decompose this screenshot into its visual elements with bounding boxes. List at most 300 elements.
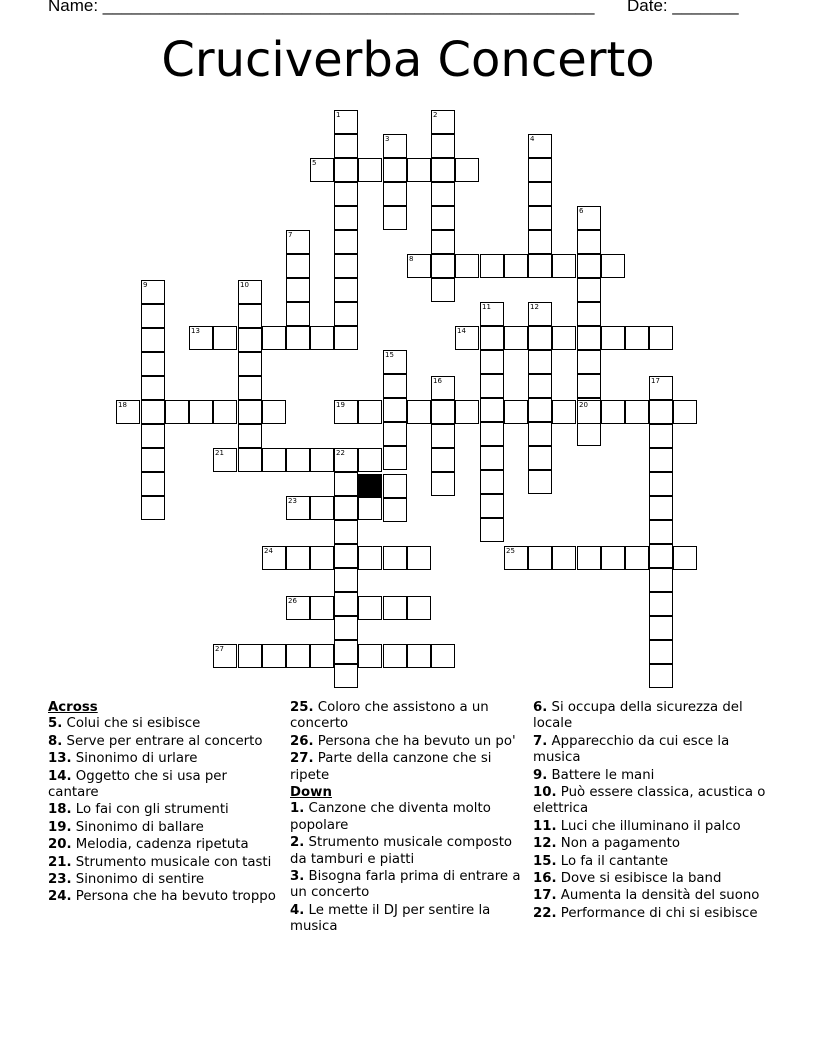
crossword-cell[interactable] (649, 616, 673, 640)
crossword-cell[interactable] (649, 568, 673, 592)
down-heading: Down (290, 785, 332, 801)
crossword-cell[interactable] (504, 254, 528, 278)
crossword-cell[interactable] (431, 472, 455, 496)
crossword-cell[interactable] (141, 352, 165, 376)
crossword-cell[interactable] (310, 326, 334, 350)
clue-number: 11. (533, 818, 557, 834)
crossword-cell[interactable] (213, 400, 237, 424)
crossword-cell[interactable] (431, 110, 455, 134)
crossword-cell[interactable] (528, 398, 552, 422)
crossword-cell[interactable] (383, 422, 407, 446)
clue-text: Persona che ha bevuto un po' (317, 733, 516, 749)
clue-item (290, 869, 522, 902)
crossword-cell[interactable] (141, 448, 165, 472)
cell-number: 27 (215, 645, 224, 653)
crossword-cell[interactable] (213, 644, 237, 668)
crossword-cell[interactable] (310, 546, 334, 570)
crossword-cell[interactable] (383, 446, 407, 470)
crossword-cell[interactable] (673, 546, 697, 570)
cell-number: 15 (385, 351, 394, 359)
crossword-cell[interactable] (334, 496, 358, 520)
crossword-cell[interactable] (141, 304, 165, 328)
crossword-cell[interactable] (358, 448, 382, 472)
clue-number: 17. (533, 888, 557, 904)
crossword-cell[interactable] (480, 326, 504, 350)
crossword-cell[interactable] (673, 400, 697, 424)
cell-number: 12 (530, 303, 539, 311)
cell-number: 7 (288, 231, 293, 239)
crossword-cell[interactable] (649, 640, 673, 664)
crossword-cell[interactable] (407, 400, 431, 424)
cell-number: 14 (457, 327, 466, 335)
crossword-cell[interactable] (358, 546, 382, 570)
crossword-cell[interactable] (116, 400, 140, 424)
clue-text: Oggetto che si usa per cantare (48, 768, 227, 801)
crossword-cell[interactable] (431, 448, 455, 472)
clue-text: Lo fa il cantante (560, 853, 669, 869)
crossword-cell[interactable] (577, 254, 601, 278)
crossword-cell[interactable] (480, 302, 504, 326)
crossword-cell[interactable] (625, 326, 649, 350)
clue-text: Battere le mani (551, 767, 655, 783)
crossword-cell[interactable] (528, 446, 552, 470)
clue-item (290, 700, 522, 733)
crossword-cell[interactable] (528, 546, 552, 570)
crossword-cell[interactable] (286, 596, 310, 620)
cell-number: 5 (312, 159, 317, 167)
crossword-cell[interactable] (577, 326, 601, 350)
crossword-cell[interactable] (577, 350, 601, 374)
crossword-cell[interactable] (480, 446, 504, 470)
crossword-cell[interactable] (649, 448, 673, 472)
crossword-black-cell (358, 474, 382, 498)
crossword-cell[interactable] (407, 158, 431, 182)
crossword-cell[interactable] (383, 206, 407, 230)
clue-item (533, 888, 768, 904)
crossword-cell[interactable] (383, 350, 407, 374)
crossword-cell[interactable] (334, 616, 358, 640)
clue-text: Non a pagamento (560, 836, 680, 852)
clue-text: Può essere classica, acustica o elettrica (533, 785, 766, 817)
cell-number: 3 (385, 135, 390, 143)
crossword-cell[interactable] (407, 596, 431, 620)
clue-item (290, 751, 522, 784)
clue-text: Aumenta la densità del suono (560, 888, 760, 904)
clue-text: Dove si esibisce la band (560, 871, 722, 887)
crossword-cell[interactable] (238, 400, 262, 424)
crossword-cell[interactable] (455, 254, 479, 278)
crossword-cell[interactable] (480, 422, 504, 446)
clue-item (48, 716, 280, 732)
crossword-cell[interactable] (649, 376, 673, 400)
clue-text: Apparecchio da cui esce la musica (533, 733, 730, 766)
clue-text: Si occupa della sicurezza del locale (533, 700, 743, 732)
crossword-cell[interactable] (334, 664, 358, 688)
clue-text: Colui che si esibisce (66, 716, 201, 732)
crossword-cell[interactable] (431, 158, 455, 182)
clue-text: Luci che illuminano il palco (560, 818, 741, 834)
clue-number: 8. (48, 733, 63, 749)
crossword-cell[interactable] (286, 644, 310, 668)
crossword-cell[interactable] (286, 326, 310, 350)
crossword-cell[interactable] (358, 596, 382, 620)
crossword-cell[interactable] (577, 206, 601, 230)
crossword-cell[interactable] (286, 448, 310, 472)
clue-text: Strumento musicale composto da tamburi e piatti (290, 835, 513, 867)
cell-number: 24 (264, 547, 273, 555)
cell-number: 8 (409, 255, 414, 263)
crossword-cell[interactable] (625, 400, 649, 424)
crossword-cell[interactable] (286, 302, 310, 326)
clue-item (290, 835, 522, 868)
clue-item (48, 802, 280, 818)
crossword-cell[interactable] (141, 376, 165, 400)
crossword-cell[interactable] (141, 424, 165, 448)
clue-number: 3. (290, 869, 305, 885)
crossword-cell[interactable] (334, 182, 358, 206)
crossword-cell[interactable] (552, 326, 576, 350)
clue-number: 22. (533, 905, 557, 921)
crossword-cell[interactable] (310, 158, 334, 182)
clue-number: 26. (290, 733, 314, 749)
clue-text: Strumento musicale con tasti (75, 854, 272, 870)
name-field-label: Name: ____________________________________________________ (48, 0, 595, 15)
crossword-cell[interactable] (407, 254, 431, 278)
across-heading: Across (48, 700, 98, 715)
clue-number: 10. (533, 785, 557, 801)
clue-item (533, 768, 768, 784)
crossword-cell[interactable] (649, 664, 673, 688)
clue-item (48, 734, 280, 750)
clue-item (48, 837, 280, 853)
clue-number: 13. (48, 751, 72, 767)
crossword-cell[interactable] (431, 644, 455, 668)
crossword-cell[interactable] (455, 158, 479, 182)
crossword-cell[interactable] (528, 374, 552, 398)
clue-number: 25. (290, 700, 314, 715)
crossword-cell[interactable] (407, 644, 431, 668)
crossword-cell[interactable] (528, 230, 552, 254)
cell-number: 25 (506, 547, 515, 555)
crossword-cell[interactable] (286, 496, 310, 520)
cell-number: 10 (240, 281, 249, 289)
crossword-cell[interactable] (334, 206, 358, 230)
crossword-cell[interactable] (334, 520, 358, 544)
clue-item (533, 871, 768, 887)
clue-number: 9. (533, 767, 548, 783)
clue-item (290, 801, 522, 834)
crossword-cell[interactable] (334, 472, 358, 496)
crossword-cell[interactable] (262, 400, 286, 424)
crossword-cell[interactable] (383, 546, 407, 570)
clue-number: 24. (48, 889, 72, 905)
clue-item (533, 836, 768, 852)
crossword-cell[interactable] (141, 472, 165, 496)
crossword-cell[interactable] (431, 278, 455, 302)
crossword-cell[interactable] (310, 644, 334, 668)
clue-text: Lo fai con gli strumenti (75, 802, 229, 818)
crossword-cell[interactable] (528, 182, 552, 206)
crossword-cell[interactable] (165, 400, 189, 424)
crossword-cell[interactable] (577, 546, 601, 570)
clue-text: Serve per entrare al concerto (66, 733, 263, 749)
cell-number: 6 (579, 207, 584, 215)
clue-number: 27. (290, 751, 314, 767)
crossword-cell[interactable] (383, 374, 407, 398)
clue-text: Melodia, cadenza ripetuta (75, 837, 249, 853)
crossword-cell[interactable] (286, 254, 310, 278)
crossword-cell[interactable] (504, 326, 528, 350)
clue-item (533, 854, 768, 870)
crossword-cell[interactable] (383, 596, 407, 620)
cell-number: 20 (579, 401, 588, 409)
crossword-cell[interactable] (334, 326, 358, 350)
crossword-cell[interactable] (528, 470, 552, 494)
clue-number: 14. (48, 768, 72, 784)
crossword-cell[interactable] (141, 328, 165, 352)
crossword-cell[interactable] (552, 546, 576, 570)
crossword-cell[interactable] (383, 182, 407, 206)
crossword-cell[interactable] (649, 472, 673, 496)
crossword-cell[interactable] (649, 424, 673, 448)
crossword-cell[interactable] (480, 374, 504, 398)
crossword-cell[interactable] (358, 644, 382, 668)
crossword-cell[interactable] (286, 230, 310, 254)
crossword-cell[interactable] (358, 158, 382, 182)
crossword-cell[interactable] (334, 302, 358, 326)
crossword-cell[interactable] (238, 328, 262, 352)
crossword-cell[interactable] (528, 422, 552, 446)
crossword-cell[interactable] (334, 278, 358, 302)
crossword-cell[interactable] (189, 326, 213, 350)
clue-text: Performance di chi si esibisce (560, 905, 758, 921)
clues-column-3 (533, 700, 768, 923)
crossword-cell[interactable] (334, 158, 358, 182)
cell-number: 17 (651, 377, 660, 385)
crossword-cell[interactable] (334, 134, 358, 158)
cell-number: 19 (336, 401, 345, 409)
clue-item (533, 700, 768, 733)
crossword-cell[interactable] (238, 304, 262, 328)
cell-number: 13 (191, 327, 200, 335)
crossword-cell[interactable] (141, 400, 165, 424)
crossword-cell[interactable] (310, 596, 334, 620)
crossword-cell[interactable] (383, 498, 407, 522)
crossword-cell[interactable] (141, 280, 165, 304)
crossword-cell[interactable] (601, 546, 625, 570)
clue-number: 7. (533, 733, 548, 749)
cell-number: 23 (288, 497, 297, 505)
crossword-cell[interactable] (262, 546, 286, 570)
clue-text: Persona che ha bevuto troppo (75, 889, 276, 905)
crossword-cell[interactable] (480, 350, 504, 374)
clue-number: 16. (533, 871, 557, 887)
crossword-cell[interactable] (577, 422, 601, 446)
crossword-cell[interactable] (552, 254, 576, 278)
clue-number: 23. (48, 872, 72, 888)
clue-text: Bisogna farla prima di entrare a un concerto (290, 869, 521, 901)
crossword-cell[interactable] (286, 278, 310, 302)
crossword-cell[interactable] (577, 302, 601, 326)
cell-number: 4 (530, 135, 535, 143)
crossword-cell[interactable] (601, 254, 625, 278)
crossword-cell[interactable] (577, 374, 601, 398)
crossword-cell[interactable] (480, 494, 504, 518)
crossword-cell[interactable] (577, 400, 601, 424)
crossword-cell[interactable] (238, 352, 262, 376)
crossword-cell[interactable] (238, 424, 262, 448)
clue-text: Sinonimo di ballare (75, 819, 204, 835)
clue-item (48, 889, 280, 905)
cell-number: 18 (118, 401, 127, 409)
crossword-cell[interactable] (213, 326, 237, 350)
clue-item (48, 872, 280, 888)
crossword-cell[interactable] (238, 376, 262, 400)
crossword-cell[interactable] (262, 448, 286, 472)
clue-number: 19. (48, 819, 72, 835)
clue-number: 18. (48, 802, 72, 818)
crossword-cell[interactable] (431, 206, 455, 230)
crossword-cell[interactable] (625, 546, 649, 570)
crossword-cell[interactable] (480, 470, 504, 494)
clue-text: Sinonimo di sentire (75, 872, 205, 888)
clue-number: 6. (533, 700, 548, 715)
crossword-cell[interactable] (238, 280, 262, 304)
cell-number: 16 (433, 377, 442, 385)
crossword-cell[interactable] (383, 398, 407, 422)
crossword-cell[interactable] (238, 448, 262, 472)
crossword-cell[interactable] (431, 424, 455, 448)
cell-number: 2 (433, 111, 438, 119)
crossword-cell[interactable] (141, 496, 165, 520)
crossword-cell[interactable] (552, 400, 576, 424)
crossword-cell[interactable] (528, 254, 552, 278)
crossword-cell[interactable] (601, 326, 625, 350)
crossword-cell[interactable] (334, 592, 358, 616)
crossword-cell[interactable] (383, 158, 407, 182)
crossword-cell[interactable] (262, 326, 286, 350)
crossword-cell[interactable] (238, 644, 262, 668)
crossword-cell[interactable] (528, 158, 552, 182)
crossword-cell[interactable] (649, 326, 673, 350)
cell-number: 21 (215, 449, 224, 457)
clue-item (533, 734, 768, 767)
crossword-cell[interactable] (577, 230, 601, 254)
crossword-cell[interactable] (431, 400, 455, 424)
crossword-cell[interactable] (431, 254, 455, 278)
crossword-cell[interactable] (504, 546, 528, 570)
crossword-cell[interactable] (455, 400, 479, 424)
crossword-cell[interactable] (383, 134, 407, 158)
crossword-cell[interactable] (431, 376, 455, 400)
crossword-cell[interactable] (310, 448, 334, 472)
clue-item (48, 769, 280, 802)
crossword-cell[interactable] (649, 520, 673, 544)
crossword-cell[interactable] (480, 398, 504, 422)
crossword-cell[interactable] (213, 448, 237, 472)
crossword-cell[interactable] (455, 326, 479, 350)
clue-item (48, 855, 280, 871)
crossword-cell[interactable] (480, 518, 504, 542)
cell-number: 22 (336, 449, 345, 457)
clue-item (533, 819, 768, 835)
clue-text: Le mette il DJ per sentire la musica (290, 902, 491, 935)
crossword-cell[interactable] (528, 302, 552, 326)
crossword-cell[interactable] (601, 400, 625, 424)
clue-number: 4. (290, 902, 305, 918)
crossword-cell[interactable] (528, 326, 552, 350)
crossword-cell[interactable] (649, 592, 673, 616)
clue-number: 21. (48, 854, 72, 870)
crossword-cell[interactable] (504, 400, 528, 424)
crossword-cell[interactable] (334, 400, 358, 424)
crossword-cell[interactable] (358, 400, 382, 424)
crossword-cell[interactable] (334, 568, 358, 592)
clue-text: Sinonimo di urlare (75, 751, 198, 767)
clue-number: 15. (533, 853, 557, 869)
cell-number: 11 (482, 303, 491, 311)
clue-item (290, 903, 522, 936)
crossword-cell[interactable] (431, 182, 455, 206)
crossword-cell[interactable] (334, 230, 358, 254)
clues-column-2 (290, 700, 522, 937)
crossword-cell[interactable] (431, 230, 455, 254)
crossword-cell[interactable] (334, 448, 358, 472)
clue-number: 2. (290, 835, 305, 851)
crossword-cell[interactable] (334, 110, 358, 134)
clue-item (290, 734, 522, 750)
clue-number: 12. (533, 836, 557, 852)
crossword-cell[interactable] (431, 134, 455, 158)
clue-number: 20. (48, 837, 72, 853)
cell-number: 9 (143, 281, 148, 289)
clue-text: Parte della canzone che si ripete (290, 751, 492, 783)
crossword-cell[interactable] (310, 496, 334, 520)
crossword-cell[interactable] (407, 546, 431, 570)
crossword-cell[interactable] (189, 400, 213, 424)
crossword-cell[interactable] (334, 640, 358, 664)
crossword-cell[interactable] (262, 644, 286, 668)
crossword-cell[interactable] (286, 546, 310, 570)
crossword-cell[interactable] (528, 134, 552, 158)
crossword-cell[interactable] (649, 400, 673, 424)
clue-item (533, 785, 768, 818)
crossword-cell[interactable] (383, 474, 407, 498)
clue-text: Coloro che assistono a un concerto (290, 700, 489, 732)
crossword-cell[interactable] (334, 254, 358, 278)
crossword-cell[interactable] (383, 644, 407, 668)
clues-column-1 (48, 700, 280, 907)
crossword-cell[interactable] (649, 544, 673, 568)
clue-item (48, 751, 280, 767)
crossword-cell[interactable] (334, 544, 358, 568)
page-title: Cruciverba Concerto (161, 32, 655, 88)
clue-item (533, 906, 768, 922)
crossword-cell[interactable] (649, 496, 673, 520)
clue-item (48, 820, 280, 836)
crossword-cell[interactable] (480, 254, 504, 278)
cell-number: 1 (336, 111, 341, 119)
crossword-cell[interactable] (358, 496, 382, 520)
crossword-cell[interactable] (577, 278, 601, 302)
clue-number: 5. (48, 716, 63, 732)
clue-number: 1. (290, 801, 305, 817)
crossword-cell[interactable] (528, 206, 552, 230)
cell-number: 26 (288, 597, 297, 605)
clue-text: Canzone che diventa molto popolare (290, 801, 491, 833)
crossword-cell[interactable] (528, 350, 552, 374)
date-field-label: Date: _______ (627, 0, 739, 15)
